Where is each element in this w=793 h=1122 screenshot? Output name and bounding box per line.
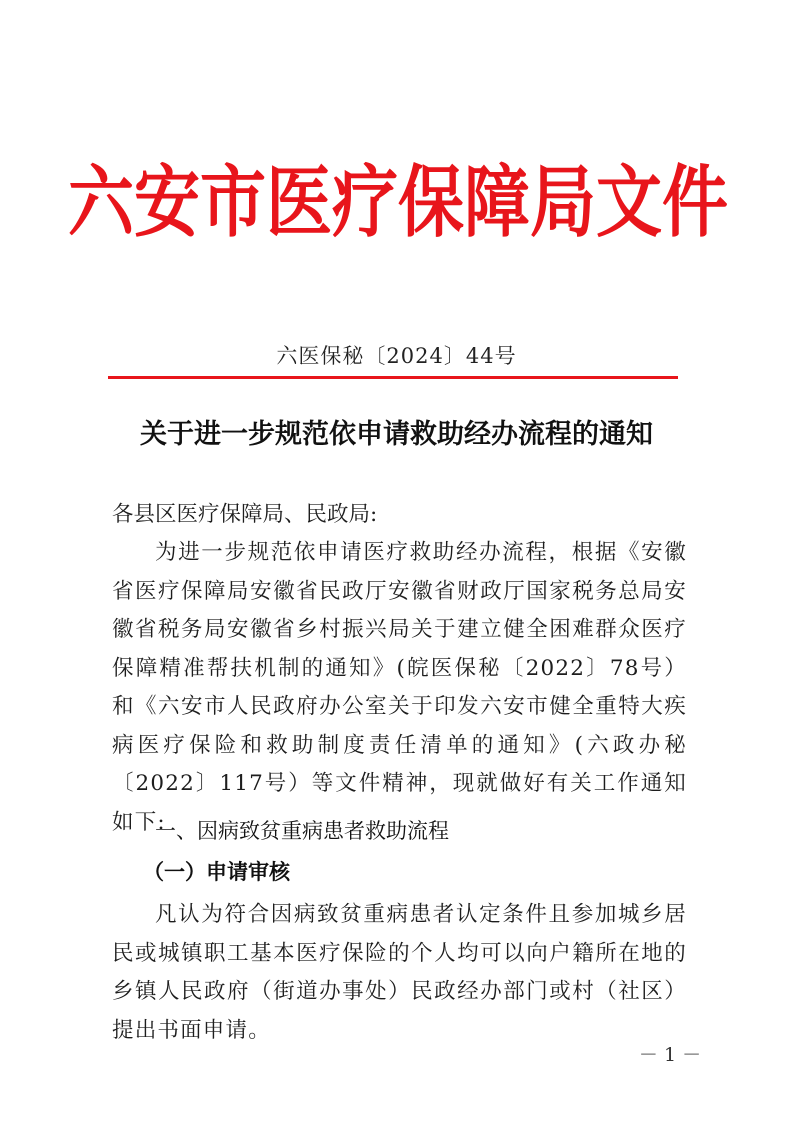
paragraph-application: 凡认为符合因病致贫重病患者认定条件且参加城乡居民或城镇职工基本医疗保险的个人均可以向户籍所在地的乡镇人民政府（街道办事处）民政经办部门或村（社区）提出书面申请。 [112,902,687,1043]
sub-heading: （一）申请审核 [143,860,290,884]
notice-title: 关于进一步规范依申请救助经办流程的通知 [140,419,653,450]
section-heading: 一、因病致贫重病患者救助流程 [155,819,449,843]
salutation: 各县区医疗保障局、民政局: [112,502,378,527]
red-divider-rule [108,376,678,379]
paragraph-intro: 为进一步规范依申请医疗救助经办流程，根据《安徽省医疗保障局安徽省民政厅安徽省财政厅国家税务总局安徽省税务局安徽省乡村振兴局关于建立健全困难群众医疗保障精准帮扶机制的通知》(皖医保秘〔2022〕78号）和《六安市人民政府办公室关于印发六安市健全重特大疾病医疗保险和救助制度责任清单的通知》(六政办秘〔2022〕117号）等文件精神，现就做好有关工作通知如下: [112,540,687,835]
page-number: － 1 － [638,1044,702,1066]
document-number: 六医保秘〔2024〕44号 [276,344,517,368]
document-header-title: 六安市医疗保障局文件 [68,156,728,248]
